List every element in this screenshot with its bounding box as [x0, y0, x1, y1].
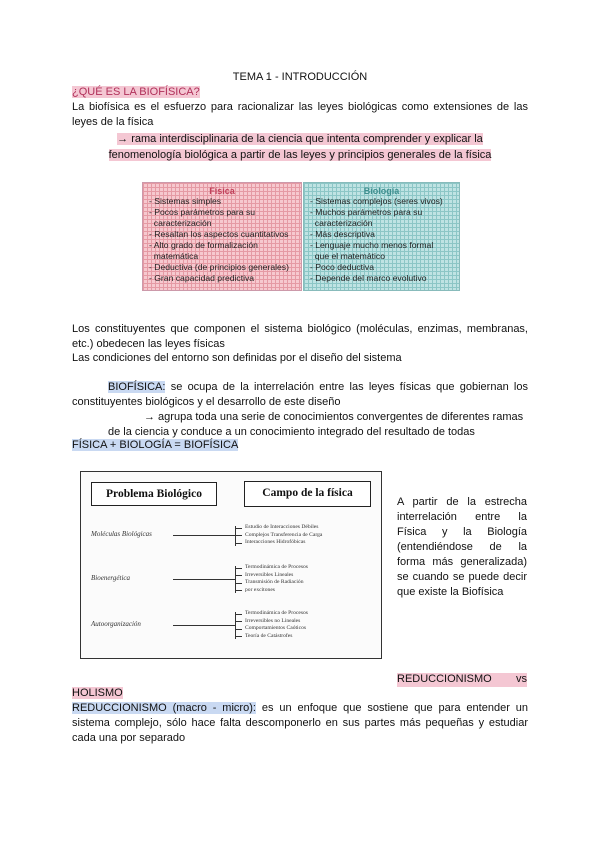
diagram-category: Moléculas Biológicas — [91, 530, 152, 539]
biologia-item: caracterización — [310, 218, 373, 228]
diagram-tick — [236, 614, 242, 615]
constituyentes-paragraph: Los constituyentes que componen el sistema biológico (moléculas, enzimas, membranas, etc.) obedecen las leyes físicas — [72, 323, 528, 350]
biologia-column — [303, 182, 460, 291]
diagram-item: Interacciones Hidrofóbicas — [245, 539, 306, 545]
diagram-item: por excitones — [245, 586, 275, 593]
reduccionismo-label: REDUCCIONISMO (macro - micro): — [72, 702, 256, 714]
diagram-tick — [236, 528, 242, 529]
agrupa-block — [72, 410, 528, 440]
vs-left-text: REDUCCIONISMO — [397, 673, 492, 685]
heading-text: ¿QUÉ ES LA BIOFÍSICA? — [72, 86, 200, 98]
agrupa-line-1: → agrupa toda una serie de conocimientos convergentes de diferentes ramas — [144, 411, 524, 423]
biologia-title: Biología — [363, 186, 400, 196]
fisica-item: - Pocos parámetros para su — [149, 207, 256, 217]
diagram-bracket — [235, 566, 236, 593]
biologia-item: - Depende del marco evolutivo — [310, 273, 427, 283]
diagram-tick — [236, 636, 242, 637]
condiciones-paragraph: Las condiciones del entorno son definidas por el diseño del sistema — [72, 352, 402, 364]
fisica-item: - Gran capacidad predictiva — [149, 273, 255, 283]
diagram-connector — [173, 579, 235, 580]
diagram-connector — [173, 535, 235, 536]
definition-line-2: fenomenología biológica a partir de las leyes y principios generales de la física — [108, 149, 492, 161]
diagram-tick — [236, 543, 242, 544]
diagram-item: Teoría de Catástrofes — [245, 632, 293, 639]
intro-paragraph: La biofísica es el esfuerzo para racionalizar las leyes biológicas como extensiones de las leyes de la física — [72, 101, 528, 128]
fisica-title: Física — [209, 186, 235, 196]
definition-block — [72, 131, 528, 163]
reduccionismo-vs — [397, 673, 527, 688]
side-paragraph: A partir de la estrecha interrelación entre la Física y la Biología (entendiéndose de la forma más generalizada) se cuando se puede decir que existe la Biofísica — [397, 496, 527, 598]
biofisica-text: se ocupa de la interrelación entre las leyes físicas que gobiernan los constituyentes biológicos y el desarrollo de este diseño — [72, 381, 528, 408]
title-text: TEMA 1 - INTRODUCCIÓN — [232, 71, 368, 83]
diagram-tick — [236, 575, 242, 576]
diagram-category: Autoorganización — [91, 620, 141, 628]
biologia-item: - Sistemas complejos (seres vivos) — [310, 196, 443, 206]
diagram-item: Complejos Transferencia de Carga — [245, 531, 323, 538]
diagram-bracket — [235, 612, 236, 639]
biologia-item: - Más descriptiva — [310, 229, 375, 239]
diagram-item: Transmisión de Radiación — [245, 579, 304, 585]
biologia-item: - Lenguaje mucho menos formal — [310, 240, 434, 250]
fisica-column — [142, 182, 302, 291]
diagram-item: Termodinámica de Procesos — [245, 564, 308, 570]
diagram-tick — [236, 590, 242, 591]
holismo-text: HOLISMO — [72, 687, 123, 699]
diagram-category: Bioenergética — [91, 574, 131, 582]
vs-right-text: vs — [516, 673, 527, 685]
agrupa-line-2: de la ciencia y conduce a un conocimiento integrado del resultado de todas — [108, 426, 475, 438]
equation-text: FÍSICA + BIOLOGÍA = BIOFÍSICA — [72, 439, 239, 451]
diagram-item: Comportamientos Caóticos — [245, 625, 307, 631]
reduccionismo-text: es un enfoque que sostiene que para entender un sistema complejo, sólo hace falta descomponerlo en sus partes más pequeñas y estudiar cada una por separado — [72, 702, 528, 744]
holismo-heading — [72, 687, 123, 699]
page-title — [0, 71, 600, 83]
diagram-right-title: Campo de la física — [244, 481, 371, 507]
diagram-connector — [173, 625, 235, 626]
biologia-list — [304, 196, 459, 284]
diagram-item: Estudio de Interacciones Débiles — [245, 524, 319, 530]
fisica-item: - Resaltan los aspectos cuantitativos — [149, 229, 289, 239]
biofisica-paragraph — [72, 380, 528, 410]
diagram-left-title: Problema Biológico — [91, 482, 217, 506]
fisica-item: matemática — [149, 251, 199, 261]
diagram-item: Irreversibles Lineales — [245, 571, 294, 578]
fisica-item: - Deductiva (de principios generales) — [149, 262, 289, 272]
reduccionismo-paragraph — [72, 701, 528, 746]
diagram-item: Irreversibles no Lineales — [245, 617, 301, 624]
diagram-tick — [236, 535, 242, 536]
diagram-item: Termodinámica de Procesos — [245, 610, 308, 616]
equation — [72, 439, 238, 451]
biologia-item: - Poco deductiva — [310, 262, 375, 272]
fisica-item: - Alto grado de formalización — [149, 240, 258, 250]
biofisica-label: BIOFÍSICA: — [108, 381, 166, 393]
section-heading — [72, 86, 200, 98]
diagram-tick — [236, 568, 242, 569]
diagram-tick — [236, 621, 242, 622]
diagram-tick — [236, 583, 242, 584]
fisica-item: - Sistemas simples — [149, 196, 222, 206]
biologia-item: que el matemático — [310, 251, 385, 261]
biophysics-diagram — [80, 471, 382, 659]
fisica-item: caracterización — [149, 218, 212, 228]
diagram-tick — [236, 629, 242, 630]
definition-line-1: → rama interdisciplinaria de la ciencia que intenta comprender y explicar la — [117, 133, 483, 145]
biologia-item: - Muchos parámetros para su — [310, 207, 423, 217]
fisica-list — [143, 196, 301, 284]
